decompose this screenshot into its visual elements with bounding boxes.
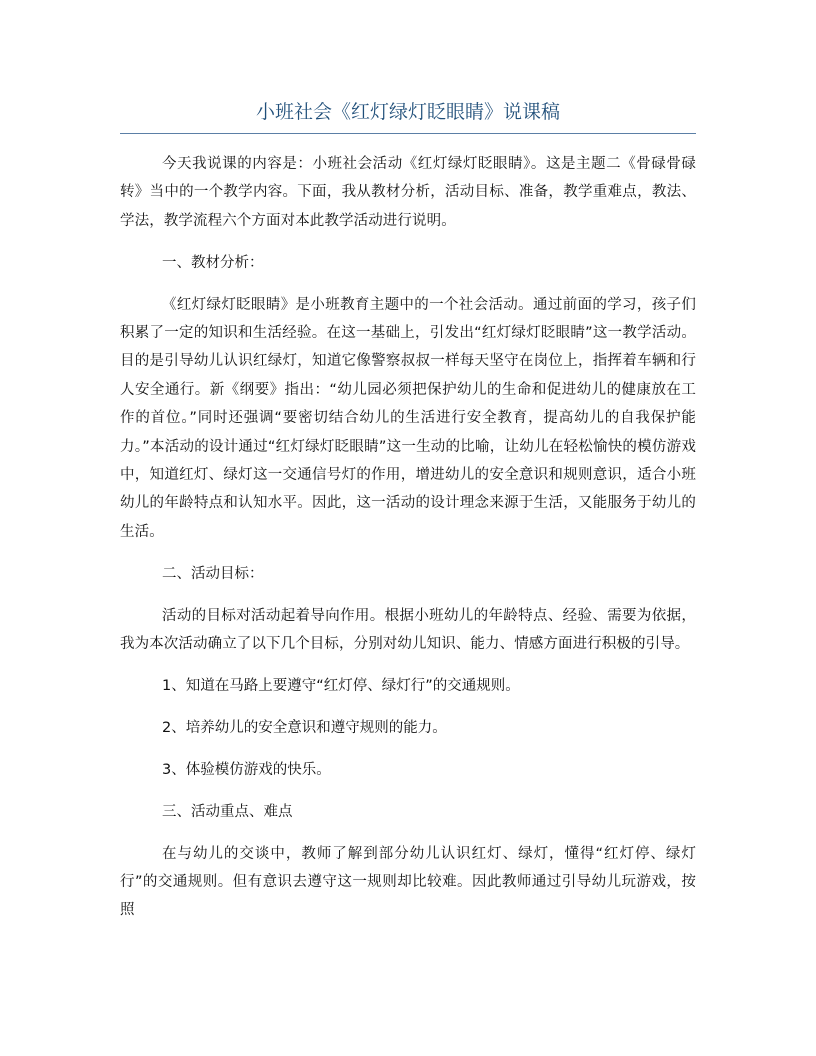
goal-item-3: 3、体验模仿游戏的快乐。 bbox=[162, 761, 331, 778]
goal-item-2: 2、培养幼儿的安全意识和遵守规则的能力。 bbox=[162, 719, 447, 736]
document-body bbox=[120, 150, 696, 938]
section-heading-key-difficulties: 三、活动重点、难点 bbox=[162, 803, 293, 820]
document-title: 小班社会《红灯绿灯眨眼睛》说课稿 bbox=[255, 101, 560, 123]
key-difficulties-paragraph: 在与幼儿的交谈中，教师了解到部分幼儿认识红灯、绿灯，懂得“红灯停、绿灯行”的交通规则。但有意识去遵守这一规则却比较难。因此教师通过引导幼儿玩游戏，按照 bbox=[120, 845, 696, 919]
goal-item-1: 1、知道在马路上要遵守“红灯停、绿灯行”的交通规则。 bbox=[162, 678, 520, 694]
title-divider bbox=[120, 133, 696, 134]
activity-goals-paragraph: 活动的目标对活动起着导向作用。根据小班幼儿的年龄特点、经验、需要为依据，我为本次活动确立了以下几个目标，分别对幼儿知识、能力、情感方面进行积极的引导。 bbox=[120, 607, 696, 653]
intro-paragraph: 今天我说课的内容是：小班社会活动《红灯绿灯眨眼睛》。这是主题二《骨碌骨碌转》当中的一个教学内容。下面，我从教材分析，活动目标、准备，教学重难点，教法、学法，教学流程六个方面对本此教学活动进行说明。 bbox=[120, 156, 696, 229]
section-heading-material-analysis: 一、教材分析： bbox=[162, 254, 264, 271]
material-analysis-paragraph: 《红灯绿灯眨眼睛》是小班教育主题中的一个社会活动。通过前面的学习，孩子们积累了一定的知识和生活经验。在这一基础上，引发出“红灯绿灯眨眼睛”这一教学活动。目的是引导幼儿认识红绿灯，知道它像警察叔叔一样每天坚守在岗位上，指挥着车辆和行人安全通行。新《纲要》指出：“幼儿园必须把保护幼儿的生命和促进幼儿的健康放在工作的首位。”同时还强调“要密切结合幼儿的生活进行安全教育，提高幼儿的自我保护能力。”本活动的设计通过“红灯绿灯眨眼睛”这一生动的比喻，让幼儿在轻松愉快的模仿游戏中，知道红灯、绿灯这一交通信号灯的作用，增进幼儿的安全意识和规则意识，适合小班幼儿的年龄特点和认知水平。因此，这一活动的设计理念来源于生活，又能服务于幼儿的生活。 bbox=[120, 296, 696, 540]
section-heading-activity-goals: 二、活动目标： bbox=[162, 565, 264, 582]
